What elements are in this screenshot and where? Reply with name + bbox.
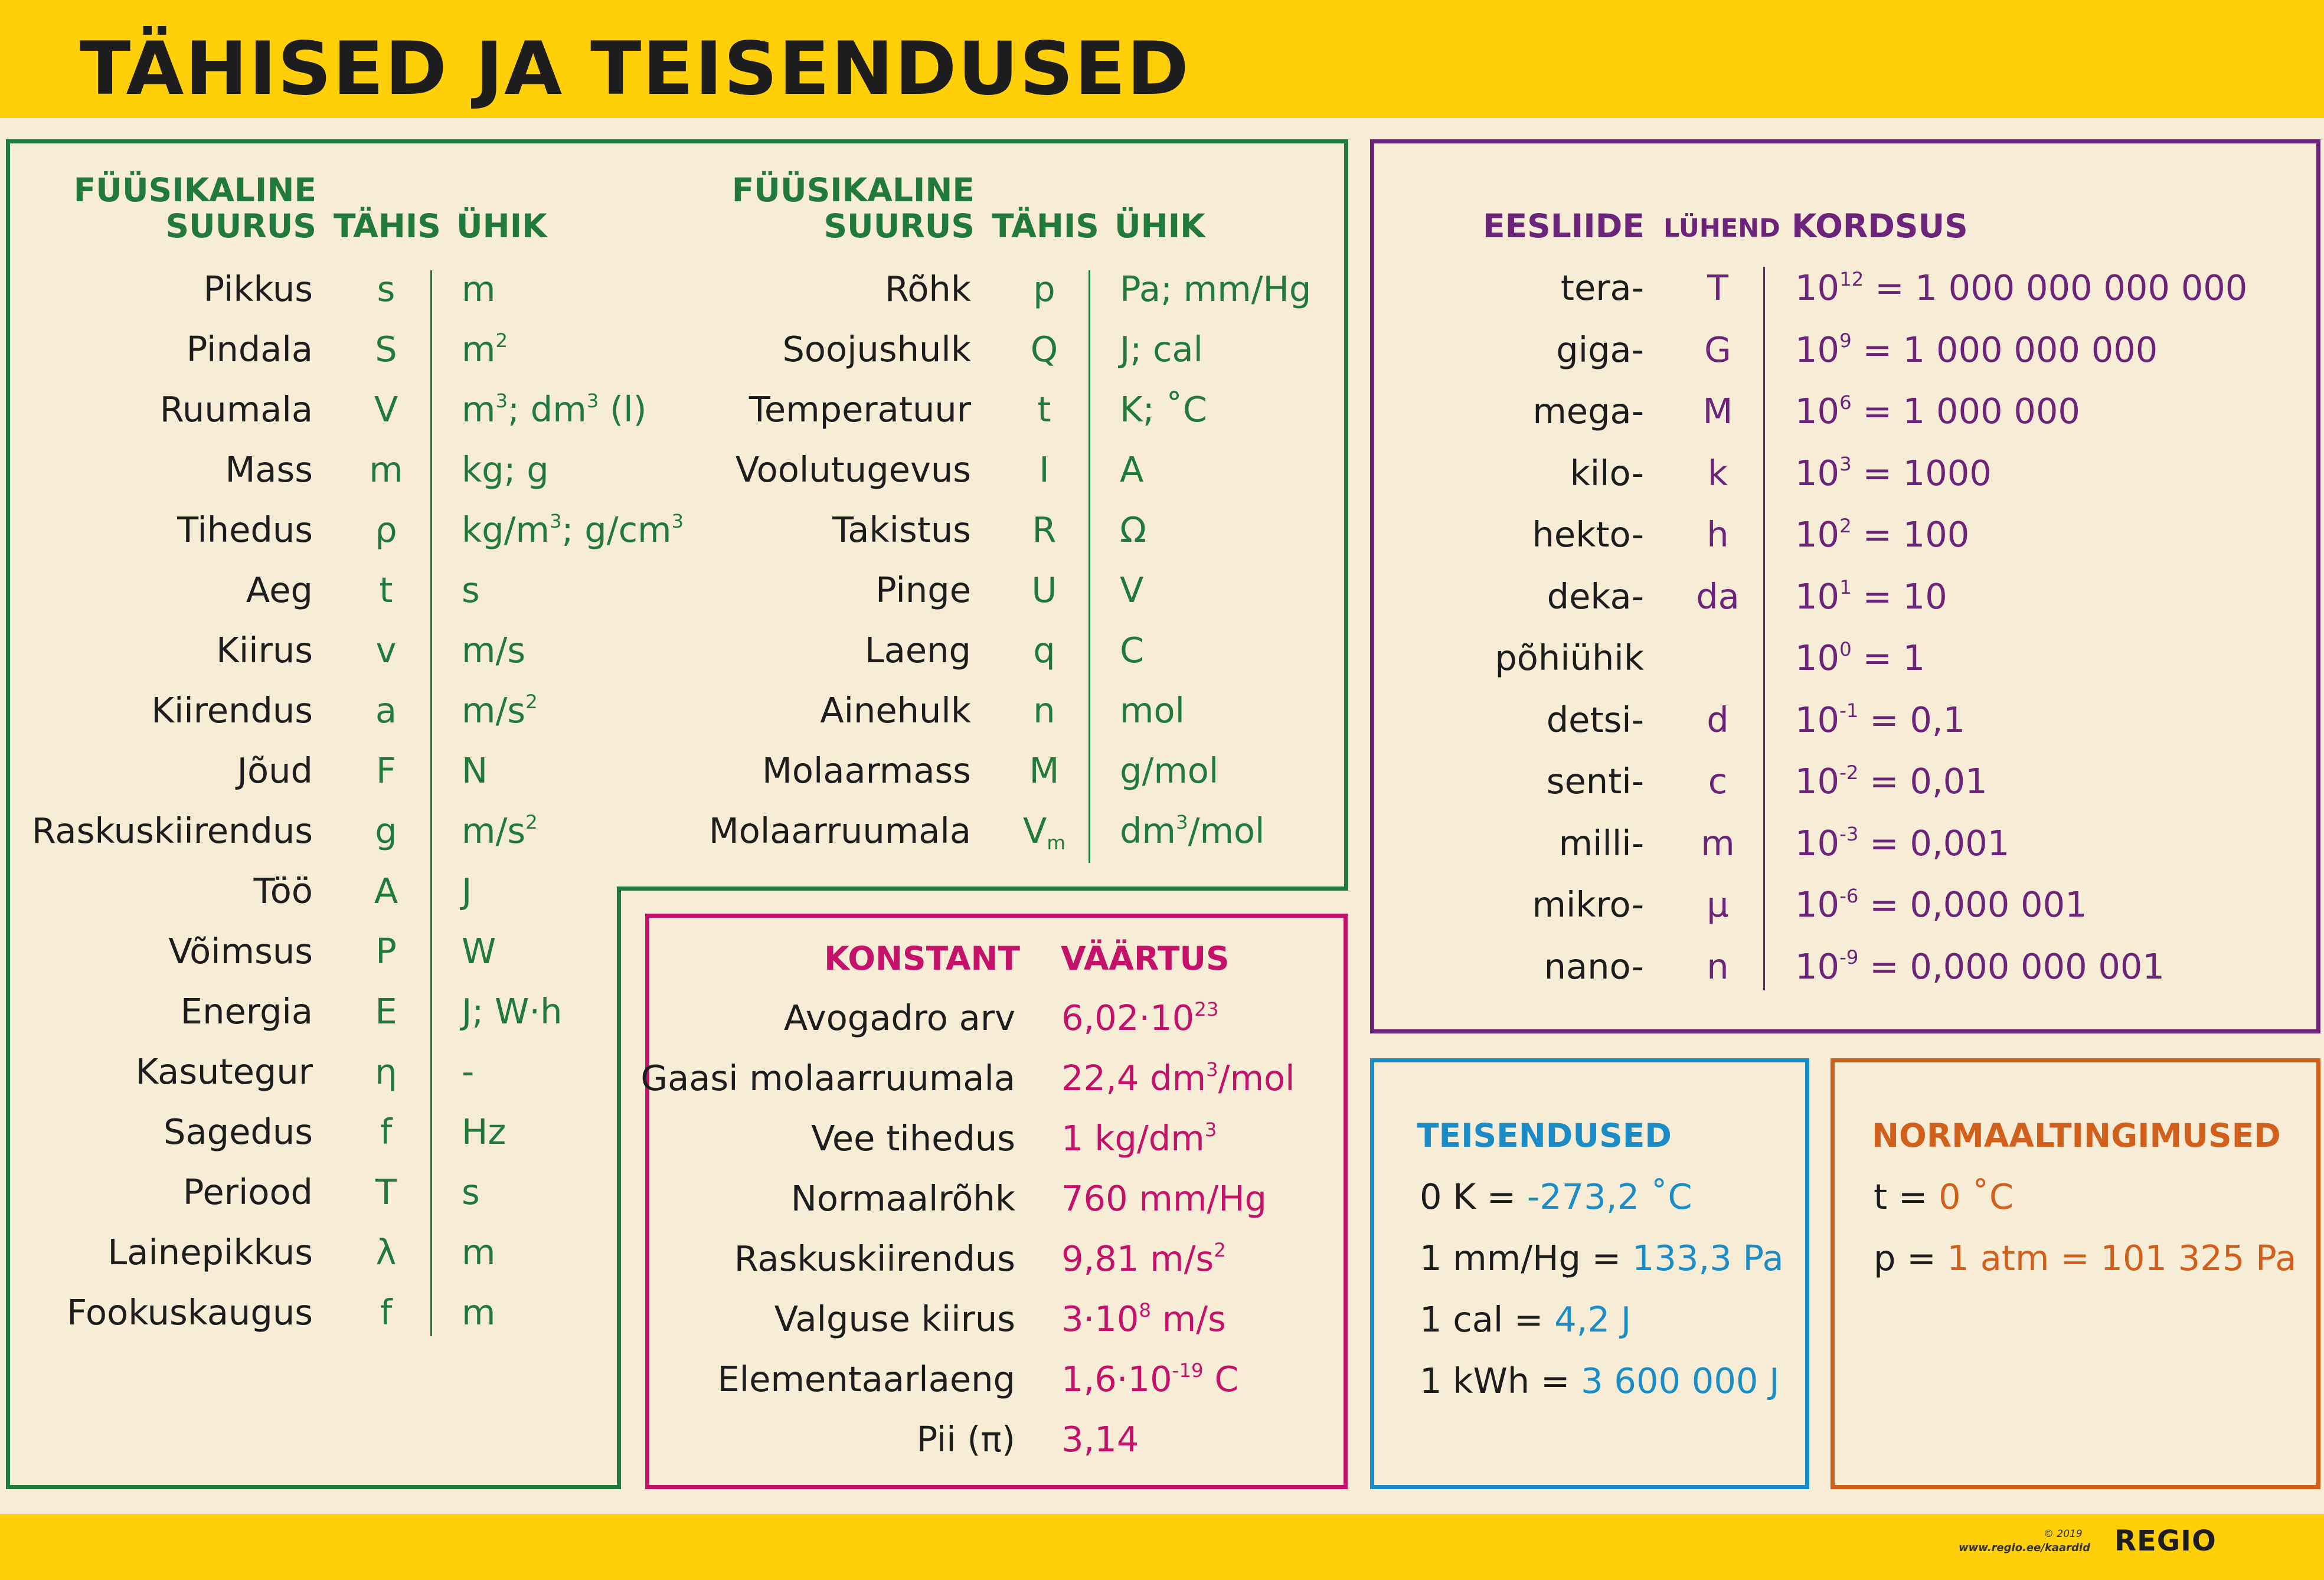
quantity-symbol: I xyxy=(1039,449,1050,490)
quantity-unit: s xyxy=(462,570,480,610)
quantity-name: Takistus xyxy=(832,509,971,550)
prefix-abbr: μ xyxy=(1707,884,1729,925)
quantity-unit: J; W·h xyxy=(462,991,563,1032)
quantity-name: Võimsus xyxy=(168,931,313,971)
prefix-name: põhiühik xyxy=(1495,637,1644,678)
quantity-unit: N xyxy=(462,750,488,791)
left-column-separator xyxy=(430,270,432,1336)
prefix-name: detsi- xyxy=(1546,699,1644,740)
left-name-header-1: FÜÜSIKALINE xyxy=(73,171,316,209)
quantity-unit: J; cal xyxy=(1120,329,1204,369)
quantity-symbol: Q xyxy=(1030,329,1058,369)
quantity-symbol: U xyxy=(1031,570,1057,610)
quantity-name: Laeng xyxy=(864,630,971,670)
constant-name: Pii (π) xyxy=(916,1419,1015,1460)
quantity-symbol: m xyxy=(369,449,403,490)
quantity-unit: $m^2$ xyxy=(462,329,508,369)
quantity-name: Rõhk xyxy=(884,269,971,309)
quantity-unit: m xyxy=(462,1232,496,1272)
prefix-factor: $10^9 = 1$ 000 000 000 xyxy=(1795,329,2158,370)
quantity-unit: Pa; mm/Hg xyxy=(1120,269,1312,309)
prefix-name: hekto- xyxy=(1532,514,1644,555)
quantity-symbol: η xyxy=(375,1051,397,1092)
quantity-unit: $dm^3$/mol xyxy=(1120,810,1265,851)
quantity-name: Raskuskiirendus xyxy=(31,810,313,851)
prefix-factor: $10^2 = 100$ xyxy=(1795,514,1970,555)
website-link[interactable]: www.regio.ee/kaardid xyxy=(1959,1542,2090,1554)
quantity-name: Kiirus xyxy=(216,630,313,670)
quantity-unit: A xyxy=(1120,449,1144,490)
prefix-factor: $10^{-9} = 0,000$ 000 001 xyxy=(1795,946,2165,987)
conversion-row xyxy=(1420,1238,1784,1278)
prefix-factor: $10^{-1} = 0,1$ xyxy=(1795,699,1966,740)
factor-header: KORDSUS xyxy=(1792,207,1968,245)
prefix-name: kilo- xyxy=(1570,452,1644,493)
quantity-unit: $m/s^2$ xyxy=(462,690,538,731)
quantity-unit: - xyxy=(462,1051,475,1092)
prefix-abbr: n xyxy=(1707,946,1729,987)
quantity-name: Pinge xyxy=(875,570,971,610)
prefix-abbr: M xyxy=(1702,391,1733,431)
prefix-column-separator xyxy=(1763,267,1765,990)
quantity-name: Tihedus xyxy=(177,509,313,550)
conversion-rhs: 3 600 000 J xyxy=(1581,1360,1780,1401)
prefix-factor: $10^{-2} = 0,01$ xyxy=(1795,761,1988,802)
quantity-symbol: q xyxy=(1033,630,1055,670)
constant-name: Raskuskiirendus xyxy=(734,1238,1015,1279)
prefix-name: milli- xyxy=(1558,822,1644,863)
right-column-separator xyxy=(1089,270,1090,863)
prefix-name: mikro- xyxy=(1532,884,1644,925)
quantity-name: Soojushulk xyxy=(782,329,971,369)
quantity-symbol: A xyxy=(374,871,398,911)
quantity-symbol: M xyxy=(1029,750,1060,791)
quantity-unit: C xyxy=(1120,630,1145,670)
quantity-symbol: f xyxy=(380,1111,393,1152)
prefix-abbr: d xyxy=(1707,699,1729,740)
prefix-abbr: m xyxy=(1701,822,1735,863)
prefix-abbr: G xyxy=(1704,329,1731,370)
quantity-unit: $m/s^2$ xyxy=(462,810,538,851)
quantity-name: Molaarruumala xyxy=(708,810,971,851)
normal-condition-row xyxy=(1874,1176,2014,1217)
conversion-rhs: 4,2 J xyxy=(1554,1299,1632,1340)
constant-value: 9,81 $m/s^2$ xyxy=(1061,1238,1226,1279)
constant-name: Normaalrõhk xyxy=(790,1178,1015,1219)
conversion-rhs: -273,2 ˚C xyxy=(1527,1176,1692,1217)
quantity-unit: Ω xyxy=(1120,509,1147,550)
quantity-name: Ainehulk xyxy=(820,690,971,731)
conversion-lhs: 1 mm/Hg = xyxy=(1420,1238,1632,1278)
quantity-unit: W xyxy=(462,931,496,971)
prefix-factor: $10^3 = 1000$ xyxy=(1795,452,1992,493)
quantity-unit: kg; g xyxy=(462,449,549,490)
prefix-abbr: h xyxy=(1707,514,1729,555)
conversion-lhs: 1 cal = xyxy=(1420,1299,1555,1340)
quantity-symbol: E xyxy=(375,991,397,1032)
quantity-name: Sagedus xyxy=(164,1111,313,1152)
abbr-header: LÜHEND xyxy=(1663,214,1780,243)
quantity-unit: K; ˚C xyxy=(1120,389,1208,430)
quantity-unit: s xyxy=(462,1172,480,1212)
quantity-symbol: P xyxy=(375,931,397,971)
constant-value: 22,4 $dm^3$/mol xyxy=(1061,1058,1295,1098)
conversion-row xyxy=(1420,1299,1632,1340)
quantity-name: Jõud xyxy=(237,750,313,791)
quantity-symbol: f xyxy=(380,1292,393,1333)
conversion-lhs: 0 K = xyxy=(1420,1176,1527,1217)
conversion-lhs: 1 kWh = xyxy=(1420,1360,1581,1401)
quantity-unit: J xyxy=(462,871,472,911)
constant-name: Valguse kiirus xyxy=(774,1298,1015,1339)
constant-value: $6,02\cdot 10^{23}$ xyxy=(1061,997,1219,1038)
quantity-unit: Hz xyxy=(462,1111,506,1152)
prefix-factor: $10^{12} = 1$ 000 000 000 000 xyxy=(1795,267,2248,308)
quantity-symbol: T xyxy=(375,1172,397,1212)
prefix-abbr: da xyxy=(1696,575,1740,617)
header-bar xyxy=(0,0,2324,118)
quantity-name: Lainepikkus xyxy=(107,1232,313,1272)
quantity-symbol: g xyxy=(375,810,397,851)
constant-name: Elementaarlaeng xyxy=(717,1359,1015,1399)
quantity-unit: g/mol xyxy=(1120,750,1219,791)
quantity-symbol: s xyxy=(377,269,395,309)
normal-condition-lhs: p = xyxy=(1874,1238,1947,1278)
normal-condition-lhs: t = xyxy=(1874,1176,1939,1217)
quantity-name: Periood xyxy=(182,1172,313,1212)
prefix-name: senti- xyxy=(1546,761,1644,802)
left-symbol-header: TÄHIS xyxy=(334,207,441,245)
quantity-symbol: S xyxy=(375,329,397,369)
brand-logo: REGIO xyxy=(2114,1525,2217,1558)
quantity-unit: mol xyxy=(1120,690,1185,731)
quantity-name: Energia xyxy=(180,991,313,1032)
quantity-symbol: a xyxy=(375,690,397,731)
quantity-name: Mass xyxy=(225,449,313,490)
left-unit-header: ÜHIK xyxy=(456,207,547,245)
prefix-name: nano- xyxy=(1544,946,1644,987)
right-symbol-header: TÄHIS xyxy=(992,207,1099,245)
prefix-name: tera- xyxy=(1560,267,1644,308)
quantity-symbol: λ xyxy=(375,1232,397,1272)
quantity-unit: m xyxy=(462,1292,496,1333)
constant-value: 760 mm/Hg xyxy=(1061,1178,1267,1219)
quantity-symbol: t xyxy=(1037,389,1051,430)
quantity-symbol: V xyxy=(374,389,398,430)
constant-name: Vee tihedus xyxy=(811,1118,1015,1159)
right-name-header-2: SUURUS xyxy=(823,207,975,245)
right-unit-header: ÜHIK xyxy=(1114,207,1205,245)
conversion-row xyxy=(1420,1360,1780,1401)
constants-name-header: KONSTANT xyxy=(824,940,1020,977)
conversion-row xyxy=(1420,1176,1692,1217)
conversion-rhs: 133,3 Pa xyxy=(1632,1238,1784,1278)
constant-value: $3\cdot 10^8$ m/s xyxy=(1061,1298,1226,1339)
quantity-name: Pindala xyxy=(186,329,313,369)
prefix-factor: $10^{-6} = 0,000$ 001 xyxy=(1795,884,2087,925)
quantity-unit: $m^3$; $dm^3$ (l) xyxy=(462,389,647,430)
quantity-unit: V xyxy=(1120,570,1144,610)
normal-condition-rhs: 0 ˚C xyxy=(1939,1176,2014,1217)
prefix-factor: $10^0 = 1$ xyxy=(1795,637,1926,678)
quantity-name: Pikkus xyxy=(203,269,313,309)
quantity-symbol: v xyxy=(375,630,397,670)
constant-name: Gaasi molaarruumala xyxy=(640,1058,1015,1098)
constants-value-header: VÄÄRTUS xyxy=(1061,940,1230,977)
quantity-name: Kasutegur xyxy=(135,1051,313,1092)
normal-conditions-heading: NORMAALTINGIMUSED xyxy=(1872,1117,2281,1154)
quantity-symbol: R xyxy=(1032,509,1057,550)
prefix-factor: $10^1 = 10$ xyxy=(1795,575,1947,617)
quantity-name: Kiirendus xyxy=(151,690,313,731)
prefix-factor: $10^6 = 1$ 000 000 xyxy=(1795,391,2080,431)
quantity-symbol: $V_m$ xyxy=(1023,810,1065,855)
constant-value: $1,6\cdot 10^{-19}$ C xyxy=(1061,1359,1239,1399)
prefix-abbr: k xyxy=(1707,452,1728,493)
conversions-heading: TEISENDUSED xyxy=(1417,1117,1672,1154)
page-title: TÄHISED JA TEISENDUSED xyxy=(80,27,1190,112)
quantity-symbol: p xyxy=(1033,269,1055,309)
quantity-name: Töö xyxy=(253,871,313,911)
quantity-unit: m/s xyxy=(462,630,526,670)
copyright-text: © 2019 xyxy=(2044,1528,2083,1540)
quantity-unit: $kg/m^3$; $g/cm^3$ xyxy=(462,509,684,550)
prefix-name: deka- xyxy=(1547,575,1644,617)
quantity-name: Aeg xyxy=(246,570,313,610)
quantity-name: Molaarmass xyxy=(761,750,971,791)
normal-condition-rhs: 1 atm = 101 325 Pa xyxy=(1947,1238,2297,1278)
quantity-symbol: n xyxy=(1033,690,1055,731)
quantity-name: Ruumala xyxy=(159,389,313,430)
prefix-factor: $10^{-3} = 0,001$ xyxy=(1795,822,2010,863)
quantity-name: Temperatuur xyxy=(748,389,971,430)
prefix-abbr: T xyxy=(1707,267,1729,308)
left-name-header-2: SUURUS xyxy=(165,207,316,245)
quantity-name: Voolutugevus xyxy=(735,449,971,490)
quantity-symbol: t xyxy=(379,570,393,610)
prefix-abbr: c xyxy=(1708,761,1728,802)
quantity-symbol: ρ xyxy=(375,509,397,550)
right-name-header-1: FÜÜSIKALINE xyxy=(731,171,975,209)
constant-name: Avogadro arv xyxy=(783,997,1015,1038)
constant-value: 1 $kg/dm^3$ xyxy=(1061,1118,1217,1159)
quantity-symbol: F xyxy=(376,750,396,791)
prefix-header: EESLIIDE xyxy=(1483,207,1645,245)
prefix-name: giga- xyxy=(1556,329,1644,370)
prefix-name: mega- xyxy=(1532,391,1644,431)
constant-value: 3,14 xyxy=(1061,1419,1139,1460)
normal-condition-row xyxy=(1874,1238,2297,1278)
quantity-unit: m xyxy=(462,269,496,309)
quantity-name: Fookuskaugus xyxy=(67,1292,313,1333)
